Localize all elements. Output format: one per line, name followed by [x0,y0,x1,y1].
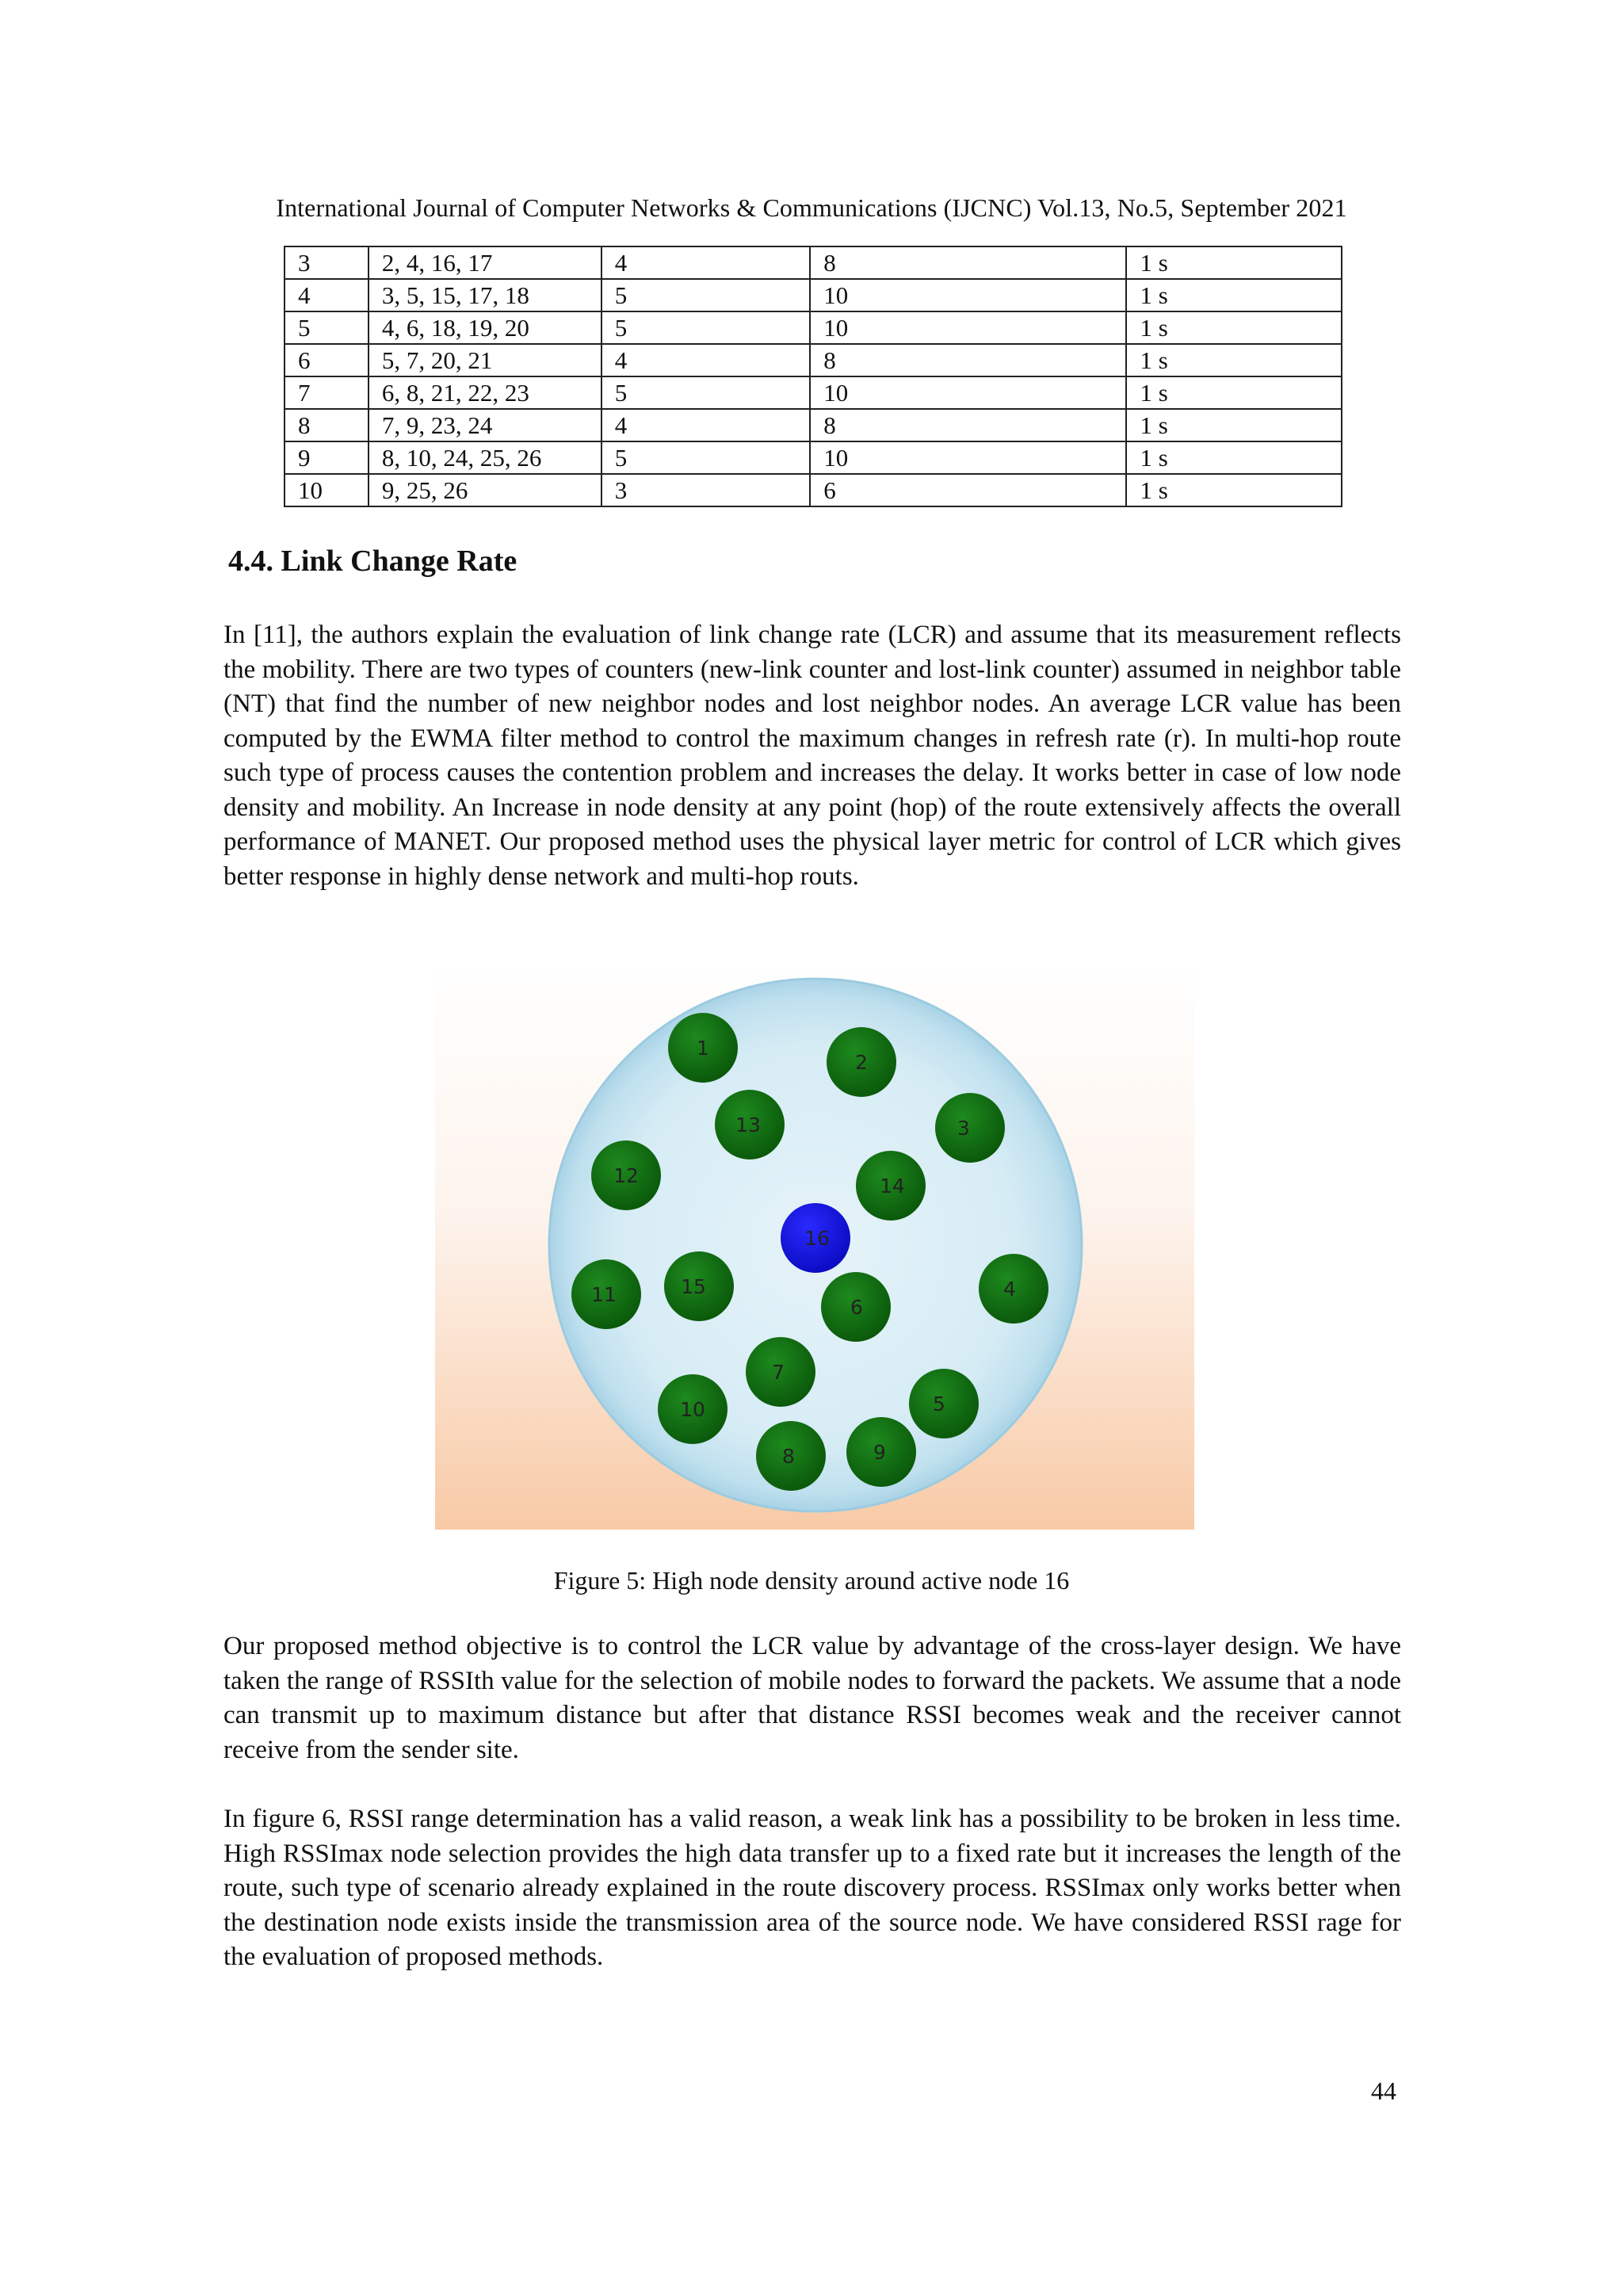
table-cell: 10 [285,474,369,506]
node-16-active [781,1203,850,1273]
table-cell: 1 s [1126,409,1342,441]
table-cell: 9, 25, 26 [369,474,601,506]
table-cell: 1 s [1126,474,1342,506]
node-8 [756,1421,826,1491]
table-cell: 1 s [1126,311,1342,344]
node-2 [827,1027,896,1097]
node-12 [591,1140,661,1210]
table-cell: 10 [810,311,1126,344]
node-6 [821,1272,891,1342]
node-7 [746,1337,815,1407]
table-row [285,246,1342,279]
paragraph-proposed-method: Our proposed method objective is to control the LCR value by advantage of the cross-layer design. We have taken the range of RSSIth value for the selection of mobile nodes to forward the packets. We assume that a node can transmit up to maximum distance but after that distance RSSI becomes weak and the receiver cannot receive from the sender site. [223,1632,1401,1764]
table-cell: 4 [601,409,811,441]
table-cell: 4, 6, 18, 19, 20 [369,311,601,344]
node-14 [856,1151,926,1221]
table-cell: 7 [285,376,369,409]
table-cell: 3 [601,474,811,506]
table-cell: 10 [810,376,1126,409]
svg-text:10: 10 [680,1398,705,1421]
neighbor-table [284,246,1342,507]
figure-caption: Figure 5: High node density around active node 16 [553,1566,1070,1595]
table-cell: 3, 5, 15, 17, 18 [369,279,601,311]
table-row [285,344,1342,376]
svg-text:15: 15 [681,1275,706,1298]
node-1 [668,1013,738,1083]
svg-text:12: 12 [613,1164,639,1187]
table-cell: 5 [285,311,369,344]
table-cell: 5, 7, 20, 21 [369,344,601,376]
svg-text:4: 4 [1003,1278,1016,1301]
table-cell: 6 [285,344,369,376]
svg-text:14: 14 [880,1175,905,1198]
table-cell: 4 [601,246,811,279]
table-cell: 8 [285,409,369,441]
node-3 [935,1093,1005,1163]
table-body [285,246,1342,506]
table-row [285,474,1342,506]
node-density-diagram [435,964,1194,1530]
table-cell: 4 [601,344,811,376]
node-11 [571,1259,641,1329]
svg-text:13: 13 [735,1114,761,1137]
table-row [285,409,1342,441]
node-10 [658,1374,727,1444]
svg-text:9: 9 [873,1441,886,1464]
table-cell: 9 [285,441,369,474]
table-cell: 3 [285,246,369,279]
table-cell: 1 s [1126,376,1342,409]
table-cell: 8 [810,409,1126,441]
node-15 [664,1251,734,1321]
svg-text:3: 3 [957,1117,970,1140]
node-13 [715,1090,785,1159]
page-number: 44 [1371,2076,1396,2105]
table-cell: 7, 9, 23, 24 [369,409,601,441]
table-cell: 5 [601,441,811,474]
table-cell: 8 [810,344,1126,376]
svg-text:5: 5 [933,1392,945,1415]
table-cell: 4 [285,279,369,311]
running-head: International Journal of Computer Networks & Communications (IJCNC) Vol.13, No.5, September 2021 [276,193,1347,222]
table-row [285,376,1342,409]
svg-text:6: 6 [850,1296,863,1319]
section-heading: 4.4. Link Change Rate [228,544,517,578]
table-cell: 10 [810,441,1126,474]
svg-text:11: 11 [591,1283,617,1306]
svg-text:2: 2 [855,1051,868,1074]
svg-text:7: 7 [772,1361,785,1384]
table-cell: 10 [810,279,1126,311]
svg-text:1: 1 [697,1037,709,1060]
figure-node-density [435,964,1194,1530]
table-cell: 1 s [1126,441,1342,474]
node-5 [909,1369,979,1438]
table-cell: 8, 10, 24, 25, 26 [369,441,601,474]
table-cell: 8 [810,246,1126,279]
table-cell: 6, 8, 21, 22, 23 [369,376,601,409]
table-cell: 5 [601,279,811,311]
paragraph-rssi-range: In figure 6, RSSI range determination has a valid reason, a weak link has a possibility to be broken in less time. High RSSImax node selection provides the high data transfer up to a fixed rate but it increases the length of the route, such type of scenario already explained in the route discovery process. RSSImax only works better when the destination node exists inside the transmission area of the source node. We have considered RSSI rage for the evaluation of proposed methods. [223,1805,1401,1971]
node-4 [979,1254,1048,1324]
table-cell: 6 [810,474,1126,506]
table-cell: 1 s [1126,246,1342,279]
table-cell: 1 s [1126,279,1342,311]
table-row [285,441,1342,474]
node-9 [846,1417,916,1487]
table-cell: 2, 4, 16, 17 [369,246,601,279]
svg-text:8: 8 [782,1445,795,1468]
table-cell: 1 s [1126,344,1342,376]
svg-text:16: 16 [804,1227,830,1250]
paragraph-link-change-rate: In [11], the authors explain the evaluation of link change rate (LCR) and assume that its measurement reflects the mobility. There are two types of counters (new-link counter and lost-link counter) assumed in neighbor table (NT) that find the number of new neighbor nodes and lost neighbor nodes. An average LCR value has been computed by the EWMA filter method to control the maximum changes in refresh rate (r). In multi-hop route such type of process causes the contention problem and increases the delay. It works better in case of low node density and mobility. An Increase in node density at any point (hop) of the route extensively affects the overall performance of MANET. Our proposed method uses the physical layer metric for control of LCR which gives better response in highly dense network and multi-hop routs. [223,621,1401,891]
table-row [285,279,1342,311]
table-cell: 5 [601,311,811,344]
table-cell: 5 [601,376,811,409]
table-row [285,311,1342,344]
